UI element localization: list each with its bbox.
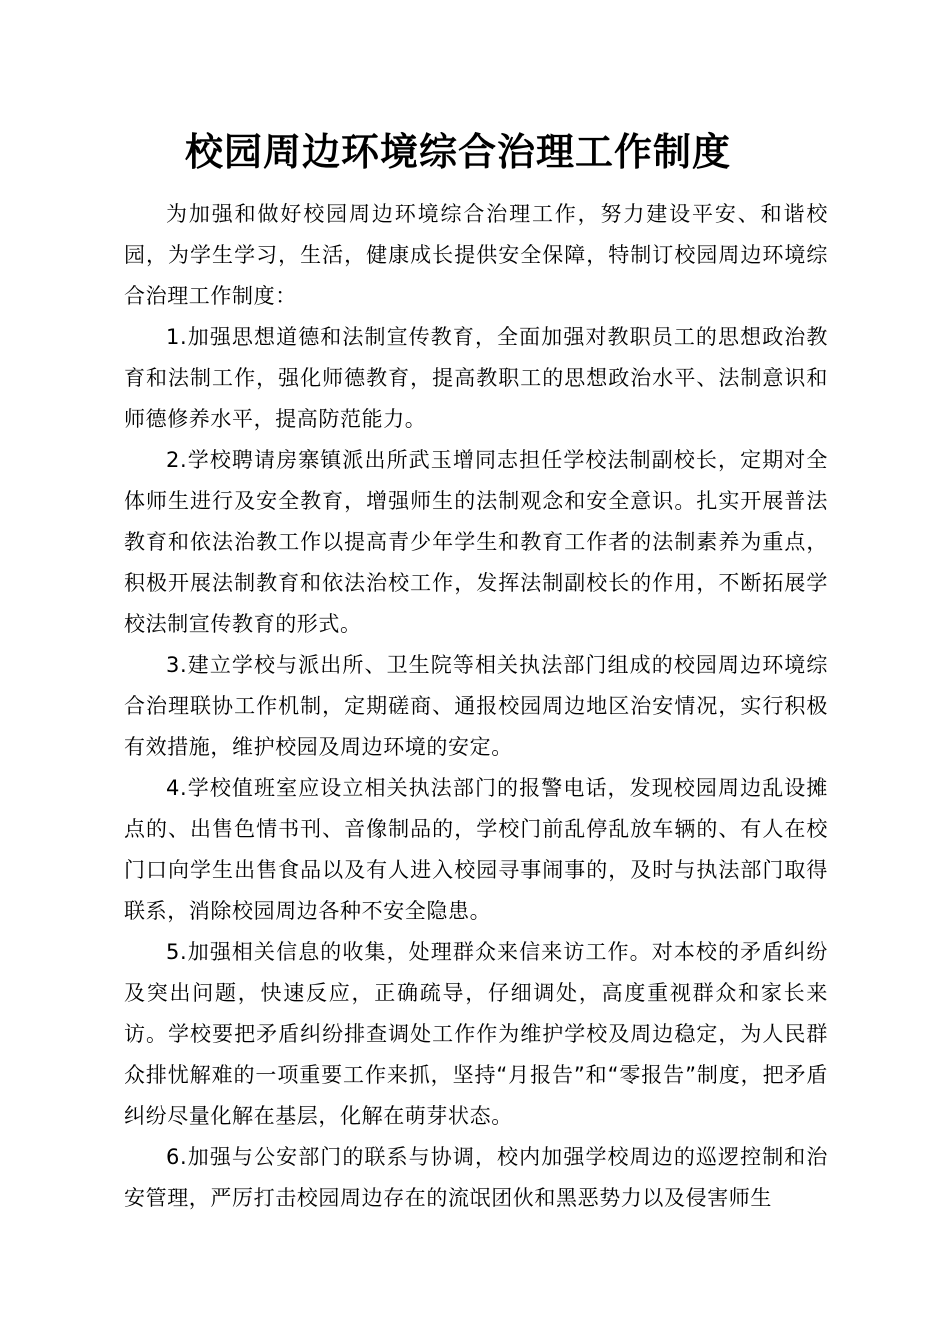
document-title: 校园周边环境综合治理工作制度: [184, 130, 731, 174]
intro-paragraph: 为加强和做好校园周边环境综合治理工作，努力建设平安、和谐校园，为学生学习，生活，健康成长提供安全保障，特制订校园周边环境综合治理工作制度：: [124, 202, 828, 308]
item-paragraph-1: 1.加强思想道德和法制宣传教育，全面加强对教职员工的思想政治教育和法制工作，强化师德教育，提高教职工的思想政治水平、法制意识和师德修养水平，提高防范能力。: [124, 325, 828, 431]
item-paragraph-3: 3.建立学校与派出所、卫生院等相关执法部门组成的校园周边环境综合治理联协工作机制，定期磋商、通报校园周边地区治安情况，实行积极有效措施，维护校园及周边环境的安定。: [124, 653, 828, 759]
item-paragraph-2: 2.学校聘请房寨镇派出所武玉增同志担任学校法制副校长，定期对全体师生进行及安全教育，增强师生的法制观念和安全意识。扎实开展普法教育和依法治教工作以提高青少年学生和教育工作者的法制素养为重点，积极开展法制教育和依法治校工作，发挥法制副校长的作用，不断拓展学校法制宣传教育的形式。: [124, 448, 828, 636]
item-paragraph-6: 6.加强与公安部门的联系与协调，校内加强学校周边的巡逻控制和治安管理，严厉打击校园周边存在的流氓团伙和黑恶势力以及侵害师生: [124, 1145, 828, 1210]
document-body: [124, 194, 828, 1219]
item-paragraph-4: 4.学校值班室应设立相关执法部门的报警电话，发现校园周边乱设摊点的、出售色情书刊、音像制品的，学校门前乱停乱放车辆的、有人在校门口向学生出售食品以及有人进入校园寻事闹事的，及时与执法部门取得联系，消除校园周边各种不安全隐患。: [124, 776, 828, 923]
item-paragraph-5: 5.加强相关信息的收集，处理群众来信来访工作。对本校的矛盾纠纷及突出问题，快速反应，正确疏导，仔细调处，高度重视群众和家长来访。学校要把矛盾纠纷排查调处工作作为维护学校及周边稳定，为人民群众排忧解难的一项重要工作来抓，坚持“月报告”和“零报告”制度，把矛盾纠纷尽量化解在基层，化解在萌芽状态。: [124, 940, 828, 1128]
